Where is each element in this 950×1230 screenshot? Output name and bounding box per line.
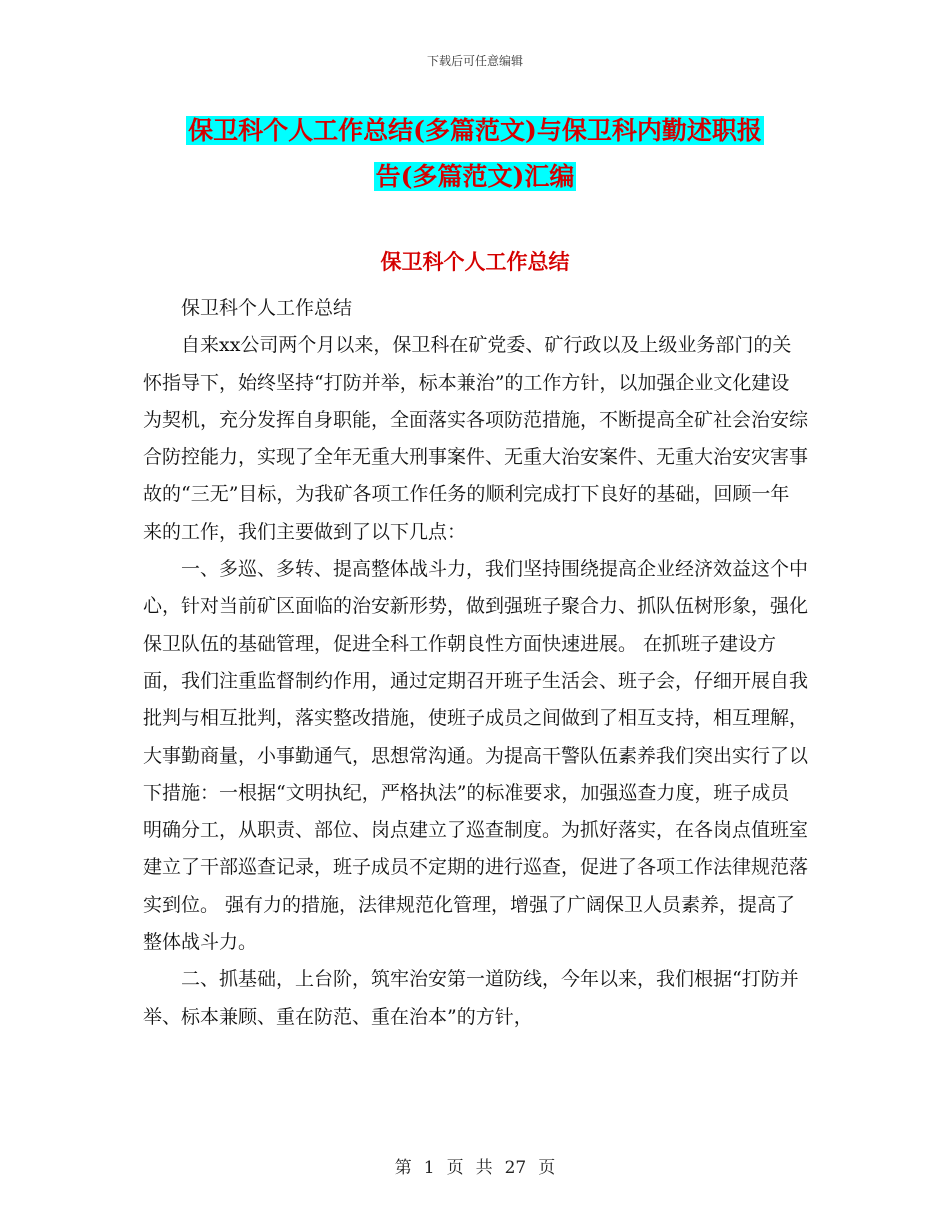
paragraph: 二、抓基础，上台阶，筑牢治安第一道防线，今年以来，我们根据“打防并举、标本兼顾、重在防范、重在治本”的方针， [143, 968, 799, 1028]
footer-prefix: 第 [394, 1158, 412, 1178]
footer-page-word: 页 [446, 1158, 464, 1178]
footer-suffix: 页 [538, 1158, 556, 1178]
body-text [143, 290, 808, 1036]
page-number: 1 [423, 1158, 435, 1178]
paragraph: 自来xx公司两个月以来，保卫科在矿党委、矿行政以及上级业务部门的关怀指导下，始终坚持“打防并举，标本兼治”的工作方针，以加强企业文化建设为契机，充分发挥自身职能，全面落实各项防范措施，不断提高全矿社会治安综合防控能力，实现了全年无重大刑事案件、无重大治安案件、无重大治安灾害事故的“三无”目标，为我矿各项工作任务的顺利完成打下良好的基础，回顾一年来的工作，我们主要做到了以下几点： [143, 334, 809, 543]
section-heading: 保卫科个人工作总结 [380, 249, 570, 274]
page-footer [0, 1153, 950, 1178]
paragraph: 一、多巡、多转、提高整体战斗力，我们坚持围绕提高企业经济效益这个中心，针对当前矿区面临的治安新形势，做到强班子聚合力、抓队伍树形象，强化保卫队伍的基础管理，促进全科工作朝良性方面快速进展。 在抓班子建设方面，我们注重监督制约作用，通过定期召开班子生活会、班子会，仔细开展自我批判与相互批判，落实整改措施，使班子成员之间做到了相互支持，相互理解，大事勤商量，小事勤通气，思想常沟通。为提高干警队伍素养我们突出实行了以下措施：一根据“文明执纪，严格执法”的标准要求，加强巡查力度，班子成员明确分工，从职责、部位、岗点建立了巡查制度。为抓好落实，在各岗点值班室建立了干部巡查记录，班子成员不定期的进行巡查，促进了各项工作法律规范落实到位。 强有力的措施，法律规范化管理，增强了广阔保卫人员素养，提高了整体战斗力。 [143, 558, 809, 954]
paragraph: 保卫科个人工作总结 [181, 297, 353, 319]
title-line-1: 保卫科个人工作总结(多篇范文)与保卫科内勤述职报 [188, 116, 762, 145]
header-note: 下载后可任意编辑 [426, 54, 523, 68]
footer-total-prefix: 共 [475, 1158, 493, 1178]
total-pages: 27 [504, 1158, 527, 1178]
title-line-2: 告(多篇范文)汇编 [375, 162, 575, 191]
document-title [0, 108, 950, 200]
